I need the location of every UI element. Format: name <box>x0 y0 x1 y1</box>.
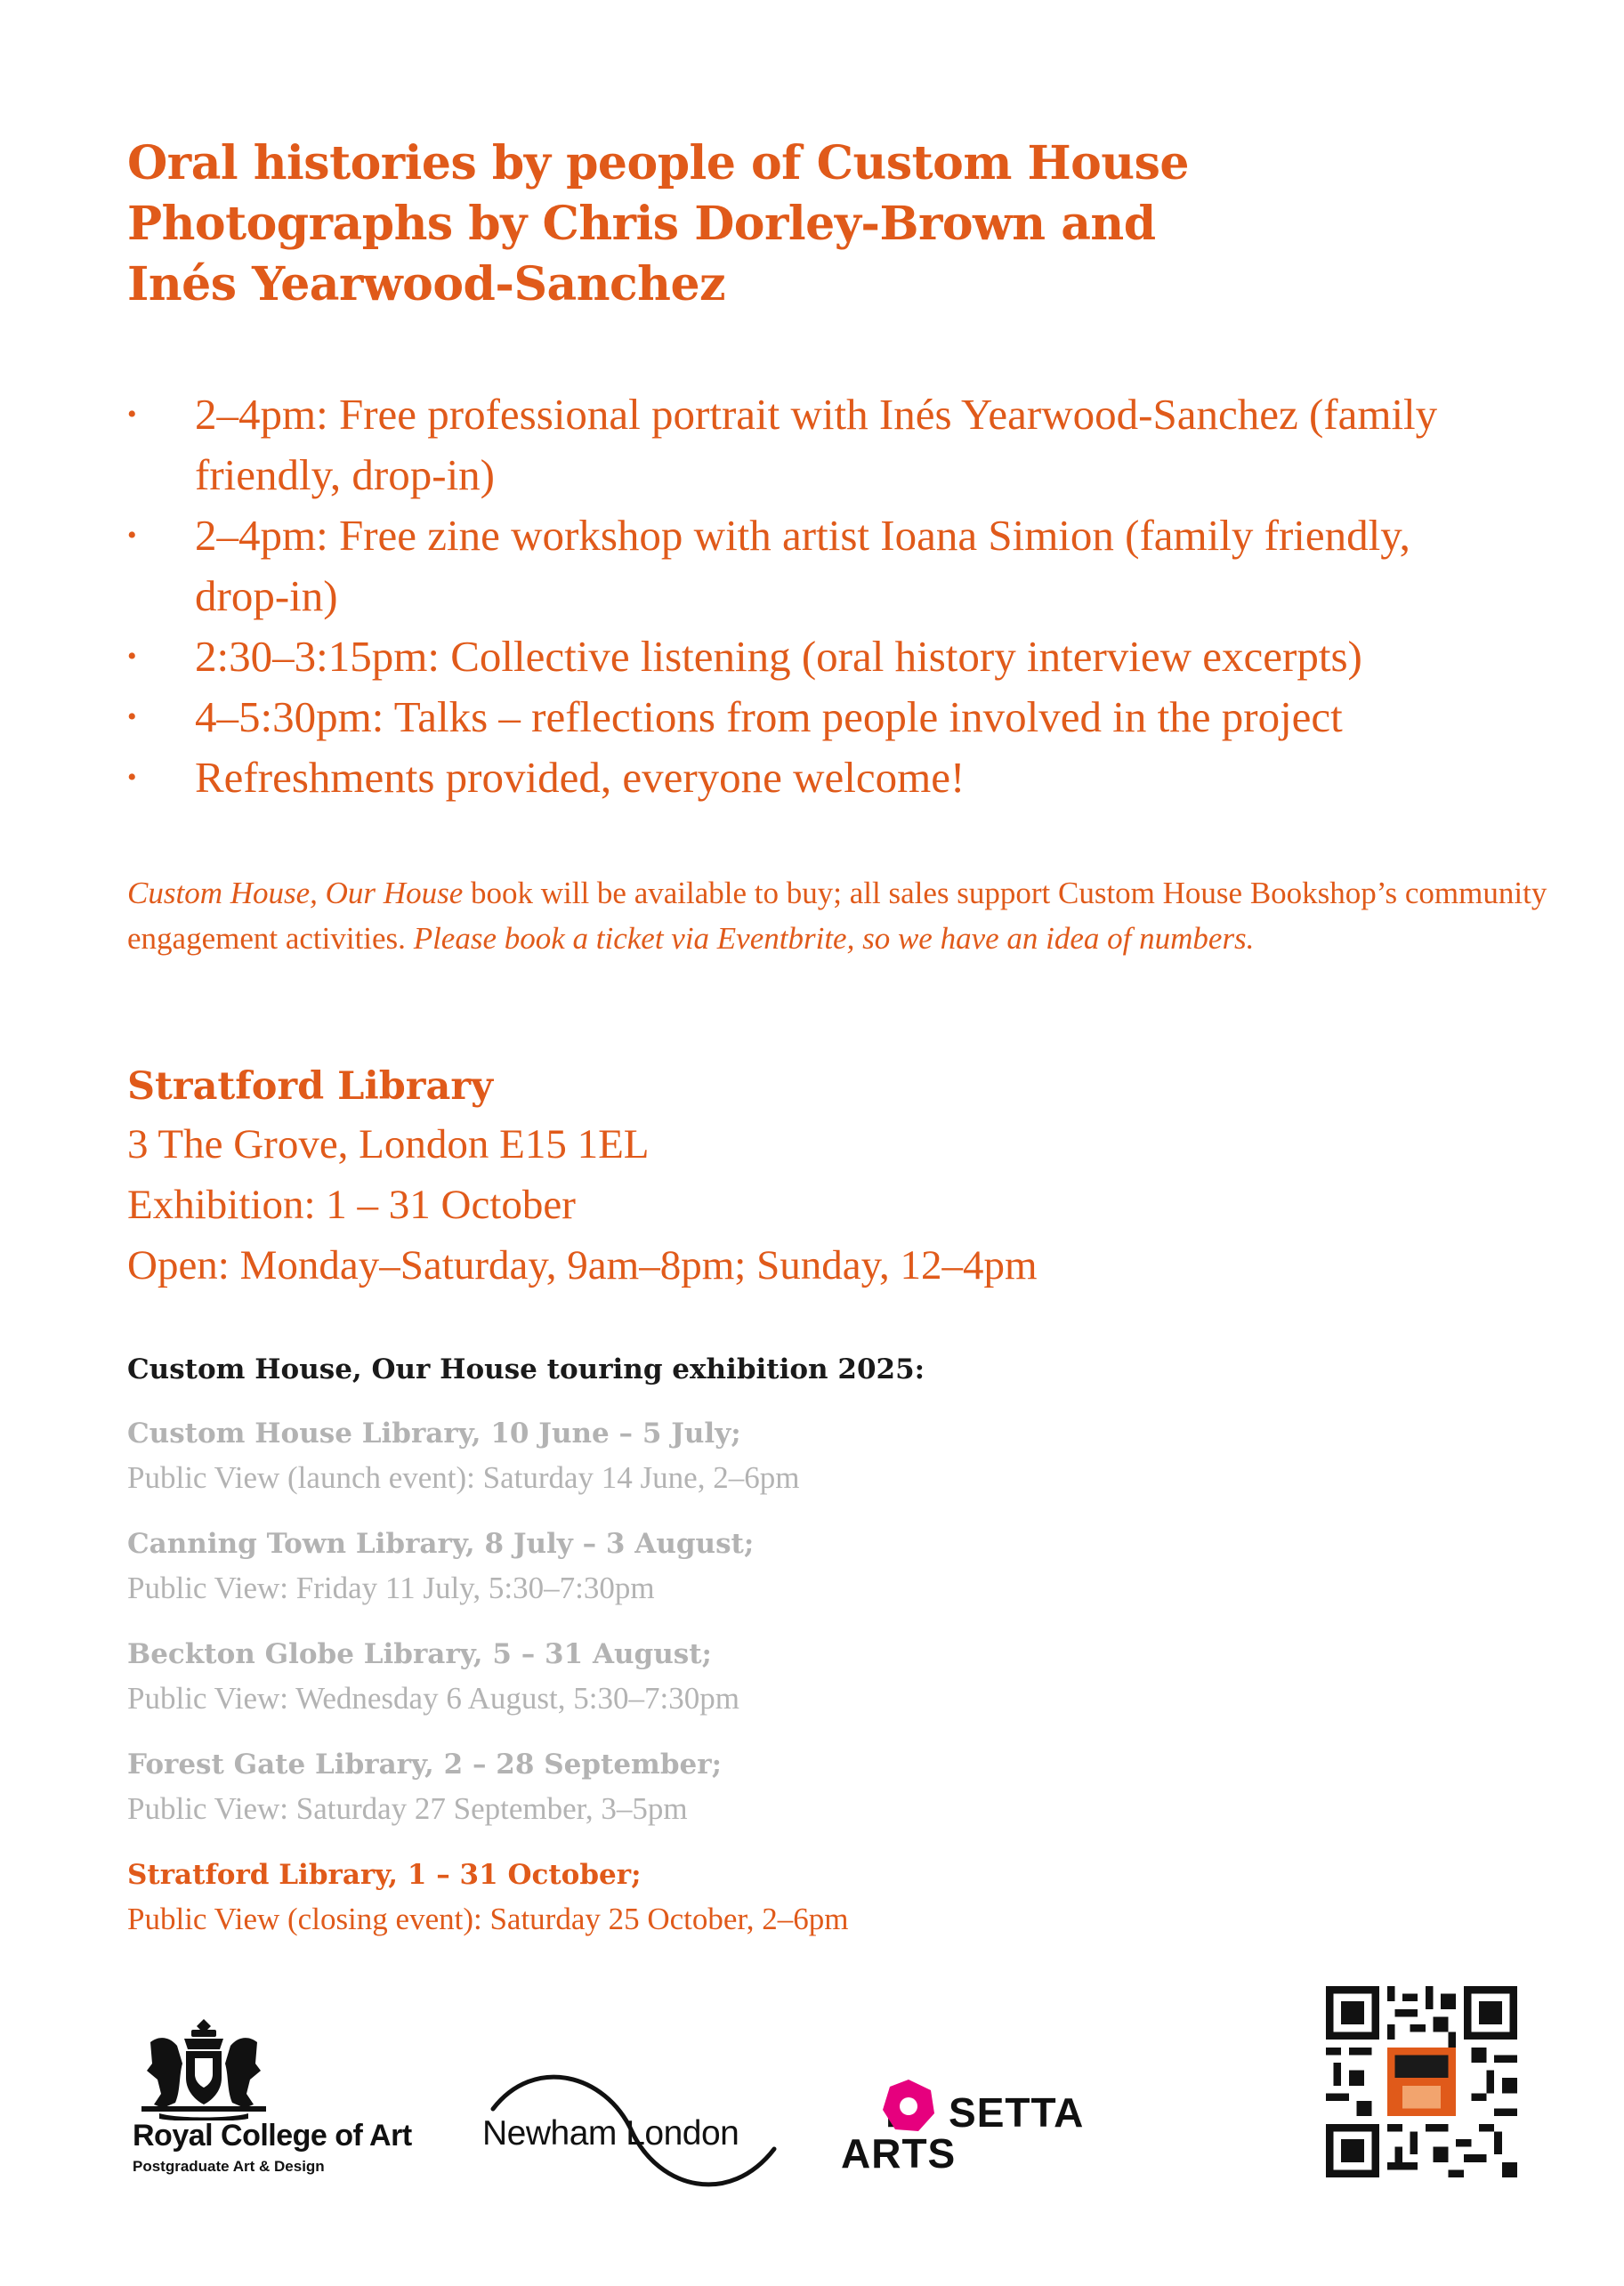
tour-stop <box>127 1523 1462 1610</box>
bullet-icon: • <box>127 521 137 550</box>
tour-stop-title: Custom House Library, 10 June – 5 July; <box>127 1418 741 1450</box>
rosetta-wordmark-line-2: ARTS <box>841 2130 957 2177</box>
rosetta-gem-icon <box>881 2078 936 2133</box>
tour-stop-title: Stratford Library, 1 – 31 October; <box>127 1859 642 1891</box>
tour-stop <box>127 1412 1462 1499</box>
newham-london-wordmark: Newham London <box>482 2114 739 2153</box>
newham-london-logo <box>481 2064 783 2198</box>
tour-stop-title: Beckton Globe Library, 5 – 31 August; <box>127 1638 712 1670</box>
booking-note: Please book a ticket via Eventbrite, so we have an idea of numbers. <box>413 921 1255 956</box>
bullet-icon: • <box>127 702 137 731</box>
tour-stop-public-view: Public View: Saturday 27 September, 3–5pm <box>127 1791 688 1826</box>
list-item <box>127 384 1515 505</box>
bullet-icon: • <box>127 400 137 429</box>
tour-stop <box>127 1743 1462 1830</box>
event-schedule-list <box>127 384 1515 808</box>
book-note <box>127 870 1551 961</box>
list-item-text: 4–5:30pm: Talks – reflections from people involved in the project <box>195 692 1343 741</box>
tour-stop-public-view: Public View: Friday 11 July, 5:30–7:30pm <box>127 1571 655 1605</box>
book-title: Custom House, Our House <box>127 876 464 910</box>
list-item-text: 2–4pm: Free professional portrait with Inés Yearwood-Sanchez (family friendly, drop-in) <box>195 390 1438 499</box>
rca-crest-icon <box>133 2015 275 2120</box>
rca-tagline: Postgraduate Art & Design <box>133 2158 325 2175</box>
tour-stop-public-view: Public View: Wednesday 6 August, 5:30–7:30pm <box>127 1681 739 1716</box>
list-item <box>127 626 1515 687</box>
list-item-text: 2:30–3:15pm: Collective listening (oral history interview excerpts) <box>195 632 1362 681</box>
rca-name: Royal College of Art <box>133 2119 412 2153</box>
list-item-text: 2–4pm: Free zine workshop with artist Ioana Simion (family friendly, drop-in) <box>195 511 1410 620</box>
rosetta-arts-logo <box>841 2069 1108 2185</box>
venue-name: Stratford Library <box>127 1064 493 1109</box>
venue-block <box>127 1059 1462 1296</box>
rca-logo <box>127 2015 448 2175</box>
tour-stop <box>127 1633 1462 1720</box>
tour-stop-public-view: Public View (launch event): Saturday 14 June, 2–6pm <box>127 1460 800 1495</box>
tour-stop-title: Canning Town Library, 8 July – 3 August; <box>127 1528 755 1560</box>
list-item-text: Refreshments provided, everyone welcome! <box>195 753 966 802</box>
qr-code[interactable] <box>1326 1986 1517 2177</box>
headline-line-2: Photographs by Chris Dorley-Brown and <box>127 197 1156 251</box>
tour-stop-title: Forest Gate Library, 2 – 28 September; <box>127 1749 723 1781</box>
list-item <box>127 687 1515 747</box>
tour-schedule <box>127 1348 1462 1964</box>
book-note-text: book will be available to buy; all sales support Custom House Bookshop’s community engagement activities. <box>127 876 1547 956</box>
list-item <box>127 505 1515 626</box>
rosetta-wordmark-line-1: SETTA <box>949 2089 1085 2136</box>
venue-address: 3 The Grove, London E15 1EL <box>127 1121 650 1167</box>
qr-code-icon <box>1326 1986 1517 2177</box>
headline <box>127 133 1462 315</box>
venue-opening-hours: Open: Monday–Saturday, 9am–8pm; Sunday, 12–4pm <box>127 1242 1038 1288</box>
bullet-icon: • <box>127 763 137 792</box>
headline-line-1: Oral histories by people of Custom House <box>127 136 1189 190</box>
tour-heading: Custom House, Our House touring exhibition 2025: <box>127 1353 925 1385</box>
bullet-icon: • <box>127 642 137 671</box>
headline-line-3: Inés Yearwood-Sanchez <box>127 257 726 311</box>
tour-stop-current <box>127 1854 1462 1941</box>
tour-stop-public-view: Public View (closing event): Saturday 25 October, 2–6pm <box>127 1902 849 1936</box>
list-item <box>127 747 1515 808</box>
venue-exhibition-dates: Exhibition: 1 – 31 October <box>127 1182 576 1228</box>
